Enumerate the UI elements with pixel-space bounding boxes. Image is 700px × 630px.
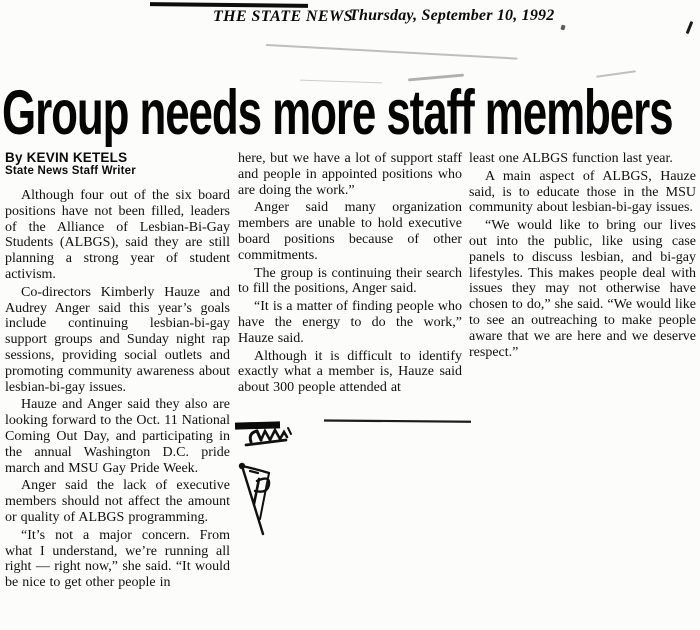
paragraph: Although four out of the six board positions have not been filled, leaders of the Alliance of Lesbian-Bi-Gay Students (ALBGS), said they are still planning a strong year of student activism.: [5, 188, 230, 282]
paragraph: Hauze and Anger said they also are looking forward to the Oct. 11 National Coming Out Day, and participating in the annual Washington D.C. pride march and MSU Gay Pride Week.: [5, 397, 230, 476]
paragraph: Although it is difficult to identify exactly what a member is, Hauze said about 300 people attended at: [238, 348, 462, 396]
article-column-1: [5, 151, 230, 593]
paragraph: “It’s not a major concern. From what I understand, we’re running all right — right now,” she said. “It would be nice to get other people in: [5, 527, 230, 591]
handwritten-marks: [230, 418, 480, 553]
paragraph: The group is continuing their search to fill the positions, Anger said.: [238, 265, 462, 297]
paragraph: A main aspect of ALBGS, Hauze said, is to educate those in the MSU community about lesbian-bi-gay issues.: [469, 168, 696, 216]
scan-crease-artifact: [266, 44, 518, 60]
issue-date: Thursday, September 10, 1992: [349, 7, 555, 24]
scan-speck-artifact: [686, 21, 693, 34]
paragraph: here, but we have a lot of support staff and people in appointed positions who are doing the work.”: [238, 151, 462, 198]
byline-role: State News Staff Writer: [5, 165, 136, 177]
article-column-3: [469, 151, 696, 362]
paragraph: “We would like to bring our lives out into the public, like using case panels to discuss lesbian, and bi-gay lifestyles. This makes people deal with issues they may not otherwise have chosen to do,” she said. “We would like to see an outreaching to make people aware that we are here and we deserve respect.”: [469, 218, 696, 360]
paper-name: THE STATE NEWS: [213, 8, 353, 25]
column-end-bar: [235, 421, 280, 429]
masthead-rule: [150, 2, 308, 8]
paragraph: “It is a matter of finding people who have the energy to do the work,” Hauze said.: [238, 299, 462, 346]
column-divider-rule: [324, 419, 471, 422]
article-headline: Group needs more staff members: [2, 77, 673, 148]
handwritten-scribble-initials: [246, 428, 291, 445]
paragraph: Anger said many organization members are unable to hold executive board positions because of other commitments.: [238, 200, 462, 263]
paragraph: Anger said the lack of executive members should not affect the amount or quality of ALBGS programming.: [5, 478, 230, 525]
paragraph: Co-directors Kimberly Hauze and Audrey Anger said this year’s goals include continuing lesbian-bi-gay support groups and Sunday night rap sessions, providing social outlets and promoting community awareness about lesbian-bi-gay issues.: [5, 284, 230, 395]
article-column-2: [238, 151, 462, 398]
paragraph: least one ALBGS function last year.: [469, 151, 673, 166]
handwritten-triangle-p-mark: [239, 463, 269, 534]
scan-speck-artifact: [560, 25, 565, 31]
byline-author: By KEVIN KETELS: [5, 150, 128, 165]
